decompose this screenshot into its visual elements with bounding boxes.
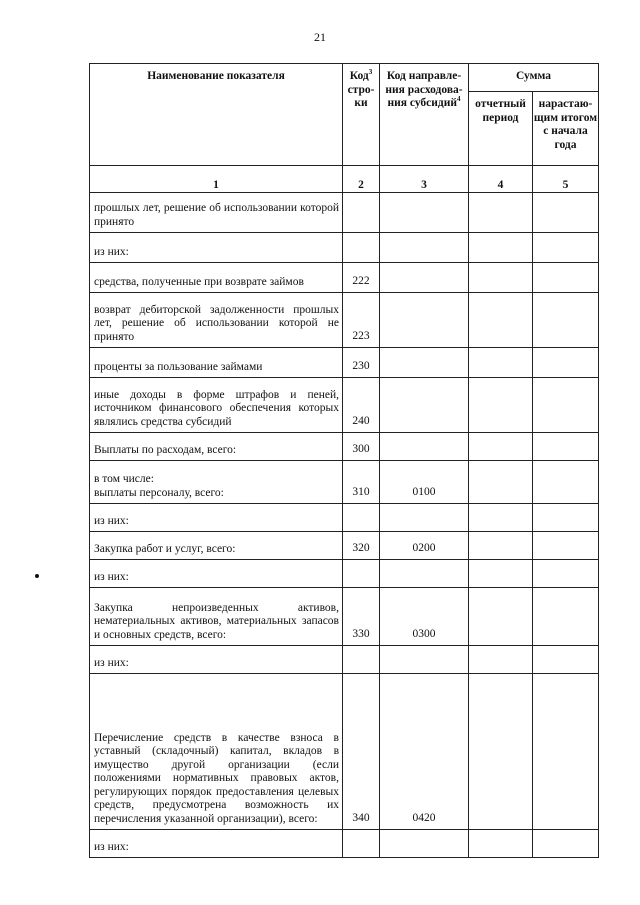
row-direction <box>380 293 469 348</box>
row-period-value <box>469 378 533 433</box>
row-direction <box>380 233 469 263</box>
row-cumulative-value <box>533 504 599 532</box>
row-period-value <box>469 293 533 348</box>
row-direction <box>380 378 469 433</box>
table-row <box>90 646 599 674</box>
table-row <box>90 433 599 461</box>
row-code <box>343 504 380 532</box>
row-name: из них: <box>90 560 343 588</box>
row-name: средства, полученные при возврате займов <box>90 263 343 293</box>
row-period-value <box>469 233 533 263</box>
row-cumulative-value <box>533 560 599 588</box>
row-period-value <box>469 433 533 461</box>
row-name: Закупка работ и услуг, всего: <box>90 532 343 560</box>
table-row <box>90 193 599 233</box>
row-period-value <box>469 560 533 588</box>
row-code <box>343 830 380 858</box>
row-code: 223 <box>343 293 380 348</box>
row-code: 222 <box>343 263 380 293</box>
row-cumulative-value <box>533 348 599 378</box>
row-code: 230 <box>343 348 380 378</box>
column-number: 4 <box>469 166 533 193</box>
row-name: возврат дебиторской задолженности прошлых лет, решение об использовании которой не принято <box>90 293 343 348</box>
column-number: 1 <box>90 166 343 193</box>
header-direction <box>380 64 469 166</box>
row-cumulative-value <box>533 293 599 348</box>
row-name: Закупка непроизведенных активов, нематериальных активов, материальных запасов и основных средств, всего: <box>90 588 343 646</box>
header-period: отчетный период <box>469 92 533 166</box>
row-direction <box>380 348 469 378</box>
row-cumulative-value <box>533 646 599 674</box>
row-direction <box>380 193 469 233</box>
row-code: 340 <box>343 674 380 830</box>
row-code: 240 <box>343 378 380 433</box>
row-name: из них: <box>90 646 343 674</box>
header-code <box>343 64 380 166</box>
row-period-value <box>469 504 533 532</box>
row-direction <box>380 830 469 858</box>
row-code: 310 <box>343 461 380 504</box>
row-direction <box>380 433 469 461</box>
row-cumulative-value <box>533 532 599 560</box>
row-name: из них: <box>90 830 343 858</box>
row-name: из них: <box>90 504 343 532</box>
row-name: иные доходы в форме штрафов и пеней, источником финансового обеспечения которых являлись средства субсидий <box>90 378 343 433</box>
row-name: в том числе: выплаты персоналу, всего: <box>90 461 343 504</box>
row-direction: 0420 <box>380 674 469 830</box>
table-row <box>90 233 599 263</box>
row-name: Перечисление средств в качестве взноса в уставный (складочный) капитал, вкладов в имущество другой организации (если положениями нормативных правовых актов, регулирующих порядок предоставления целевых средств, предусмотрена возможность их перечисления указанной организации), всего: <box>90 674 343 830</box>
header-sum: Сумма <box>469 64 599 92</box>
column-number-row <box>90 166 599 193</box>
table-row <box>90 348 599 378</box>
row-cumulative-value <box>533 233 599 263</box>
report-table <box>89 63 599 858</box>
row-direction <box>380 560 469 588</box>
row-period-value <box>469 830 533 858</box>
table-row <box>90 674 599 830</box>
header-name: Наименование показателя <box>90 64 343 166</box>
row-period-value <box>469 461 533 504</box>
column-number: 3 <box>380 166 469 193</box>
column-number: 2 <box>343 166 380 193</box>
row-name: прошлых лет, решение об использовании которой принято <box>90 193 343 233</box>
row-period-value <box>469 532 533 560</box>
row-period-value <box>469 348 533 378</box>
report-body <box>90 193 599 858</box>
row-code <box>343 646 380 674</box>
table-row <box>90 263 599 293</box>
row-period-value <box>469 193 533 233</box>
row-period-value <box>469 263 533 293</box>
table-row <box>90 532 599 560</box>
row-name: проценты за пользование займами <box>90 348 343 378</box>
column-number: 5 <box>533 166 599 193</box>
row-code: 320 <box>343 532 380 560</box>
row-cumulative-value <box>533 193 599 233</box>
row-period-value <box>469 674 533 830</box>
row-direction: 0300 <box>380 588 469 646</box>
row-cumulative-value <box>533 378 599 433</box>
table-row <box>90 560 599 588</box>
header-code-rest: стро-ки <box>347 83 375 109</box>
row-direction <box>380 646 469 674</box>
row-code: 300 <box>343 433 380 461</box>
row-cumulative-value <box>533 461 599 504</box>
row-cumulative-value <box>533 433 599 461</box>
row-name: из них: <box>90 233 343 263</box>
row-period-value <box>469 646 533 674</box>
row-cumulative-value <box>533 263 599 293</box>
row-code <box>343 233 380 263</box>
header-code-main: Код <box>349 70 369 82</box>
table-row <box>90 504 599 532</box>
page-number: 21 <box>314 30 326 44</box>
row-code <box>343 560 380 588</box>
row-direction <box>380 263 469 293</box>
header-code-sup: 3 <box>368 68 373 77</box>
table-row <box>90 461 599 504</box>
table-row <box>90 378 599 433</box>
table-row <box>90 830 599 858</box>
row-name: Выплаты по расходам, всего: <box>90 433 343 461</box>
row-code <box>343 193 380 233</box>
row-direction <box>380 504 469 532</box>
row-code: 330 <box>343 588 380 646</box>
row-cumulative-value <box>533 830 599 858</box>
row-direction: 0100 <box>380 461 469 504</box>
table-row <box>90 588 599 646</box>
scan-dot <box>35 574 39 578</box>
header-direction-main: Код направле-ния расходова-ния субсидий <box>385 70 463 109</box>
row-period-value <box>469 588 533 646</box>
row-direction: 0200 <box>380 532 469 560</box>
table-row <box>90 293 599 348</box>
row-cumulative-value <box>533 674 599 830</box>
header-direction-sup: 4 <box>456 95 461 104</box>
header-cumulative: нарастаю-щим итогом с начала года <box>533 92 599 166</box>
row-cumulative-value <box>533 588 599 646</box>
